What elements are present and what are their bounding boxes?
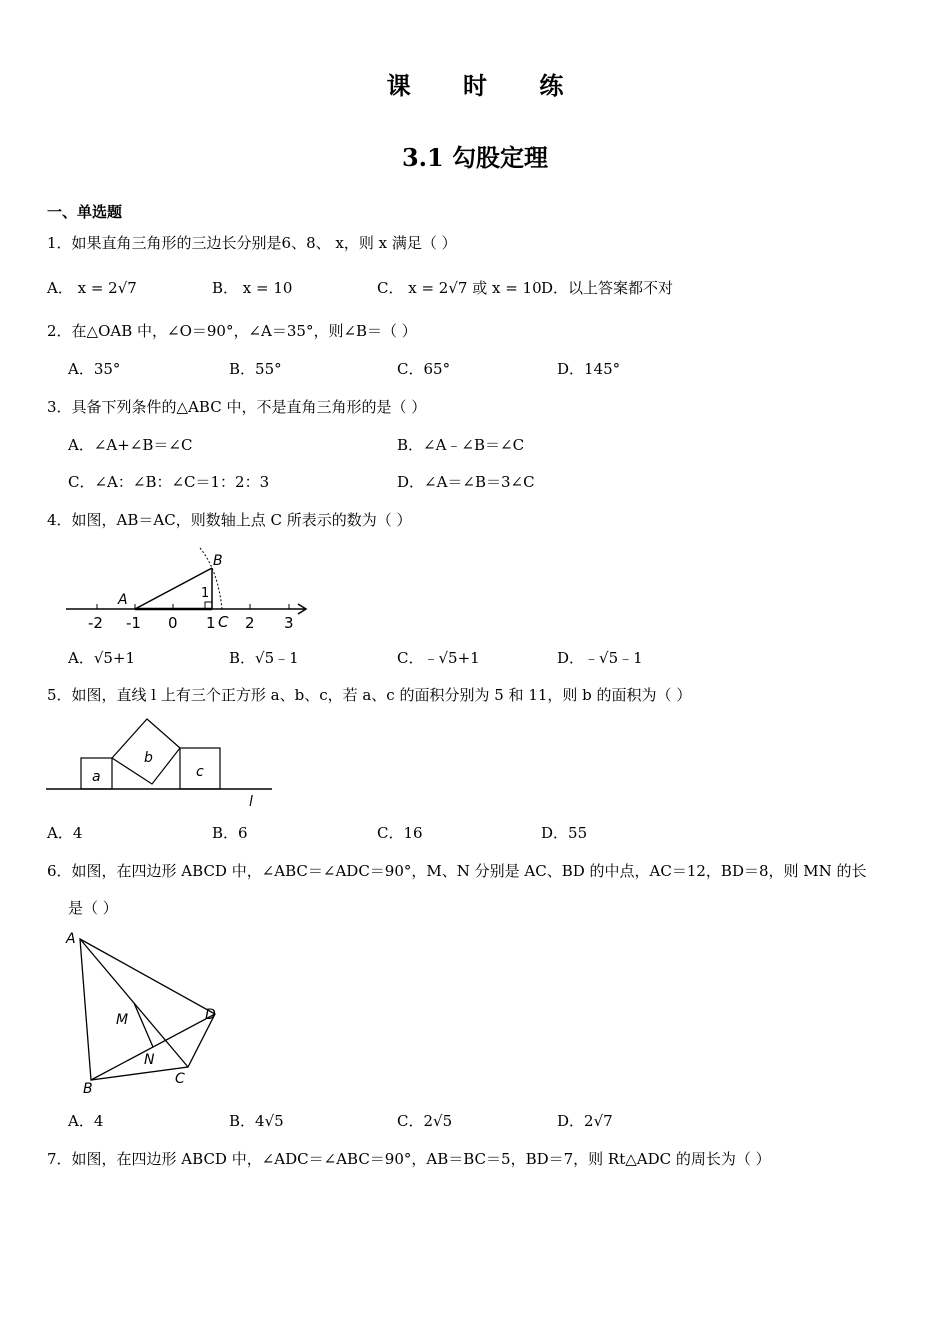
point-c-label: C — [218, 613, 229, 631]
squares-figure — [44, 714, 274, 810]
question-4-option-c: C．﹣√5+1 — [397, 649, 480, 667]
number-line-figure — [60, 540, 320, 635]
section-heading: 一、单选题 — [47, 203, 123, 221]
tick-label: -2 — [88, 614, 103, 632]
question-5-stem: 5．如图，直线 l 上有三个正方形 a、b、c，若 a、c 的面积分别为 5 和 11，则 b 的面积为（ ） — [47, 686, 692, 704]
question-2-option-b: B．55° — [229, 360, 282, 378]
question-6-option-a: A．4 — [68, 1112, 104, 1130]
question-2-option-d: D．145° — [557, 360, 621, 378]
vertex-d-label: D — [205, 1007, 216, 1023]
question-6-stem: 6．如图，在四边形 ABCD 中，∠ABC＝∠ADC＝90°，M、N 分别是 AC、BD 的中点，AC＝12，BD＝8，则 MN 的长 — [47, 862, 867, 880]
tick-label: 1 — [206, 614, 216, 632]
question-5-option-d: D．55 — [541, 824, 588, 842]
question-6-option-c: C．2√5 — [397, 1112, 453, 1130]
question-3-option-d: D．∠A＝∠B＝3∠C — [397, 473, 535, 491]
tick-label: 2 — [245, 614, 255, 632]
question-3-option-c: C．∠A：∠B：∠C＝1：2：3 — [68, 473, 270, 491]
lesson-title: 3.1 勾股定理 — [401, 143, 549, 172]
question-5-option-b: B．6 — [212, 824, 248, 842]
tick-label: -1 — [126, 614, 141, 632]
vertex-c-label: C — [175, 1071, 185, 1087]
square-b-label: b — [144, 750, 153, 766]
point-b-label: B — [213, 553, 223, 569]
midpoint-m-label: M — [116, 1012, 129, 1028]
question-3-stem: 3．具备下列条件的△ABC 中，不是直角三角形的是（ ） — [47, 398, 427, 416]
question-4-stem: 4．如图，AB＝AC，则数轴上点 C 所表示的数为（ ） — [47, 511, 412, 529]
quadrilateral-figure — [60, 925, 230, 1095]
point-a-label: A — [118, 592, 128, 608]
question-3-option-b: B．∠A﹣∠B＝∠C — [397, 436, 525, 454]
question-6-option-b: B．4√5 — [229, 1112, 284, 1130]
tick-label: 0 — [168, 614, 178, 632]
vertex-a-label: A — [66, 931, 76, 947]
question-1-option-d: D．以上答案都不对 — [541, 279, 674, 297]
vertex-b-label: B — [83, 1081, 93, 1095]
line-l-label: l — [249, 794, 253, 810]
tick-label: 3 — [284, 614, 294, 632]
question-7-stem: 7．如图，在四边形 ABCD 中，∠ADC＝∠ABC＝90°，AB＝BC＝5，BD＝7，则 Rt△ADC 的周长为（ ） — [47, 1150, 771, 1168]
question-6-stem-continued: 是（ ） — [68, 899, 118, 917]
question-2-option-a: A．35° — [68, 360, 121, 378]
page-title: 课 时 练 — [386, 71, 586, 100]
question-6-option-d: D．2√7 — [557, 1112, 613, 1130]
question-4-option-b: B．√5﹣1 — [229, 649, 299, 667]
question-2-option-c: C．65° — [397, 360, 451, 378]
question-1-option-a: A． x = 2√7 — [47, 279, 137, 297]
square-a-label: a — [92, 769, 101, 785]
question-4-option-a: A．√5+1 — [68, 649, 136, 667]
question-1-option-b: B． x = 10 — [212, 279, 293, 297]
question-5-option-c: C．16 — [377, 824, 423, 842]
question-1-option-c: C． x = 2√7 或 x = 10 — [377, 279, 542, 297]
segment-length-label: 1 — [201, 586, 210, 601]
question-2-stem: 2．在△OAB 中，∠O＝90°，∠A＝35°，则∠B＝（ ） — [47, 322, 417, 340]
question-4-option-d: D．﹣√5﹣1 — [557, 649, 643, 667]
question-1-stem: 1．如果直角三角形的三边长分别是6、8、 x，则 x 满足（ ） — [47, 234, 457, 252]
question-3-option-a: A．∠A+∠B＝∠C — [68, 436, 193, 454]
midpoint-n-label: N — [144, 1052, 155, 1068]
question-5-option-a: A．4 — [47, 824, 83, 842]
square-c-label: c — [196, 764, 204, 780]
